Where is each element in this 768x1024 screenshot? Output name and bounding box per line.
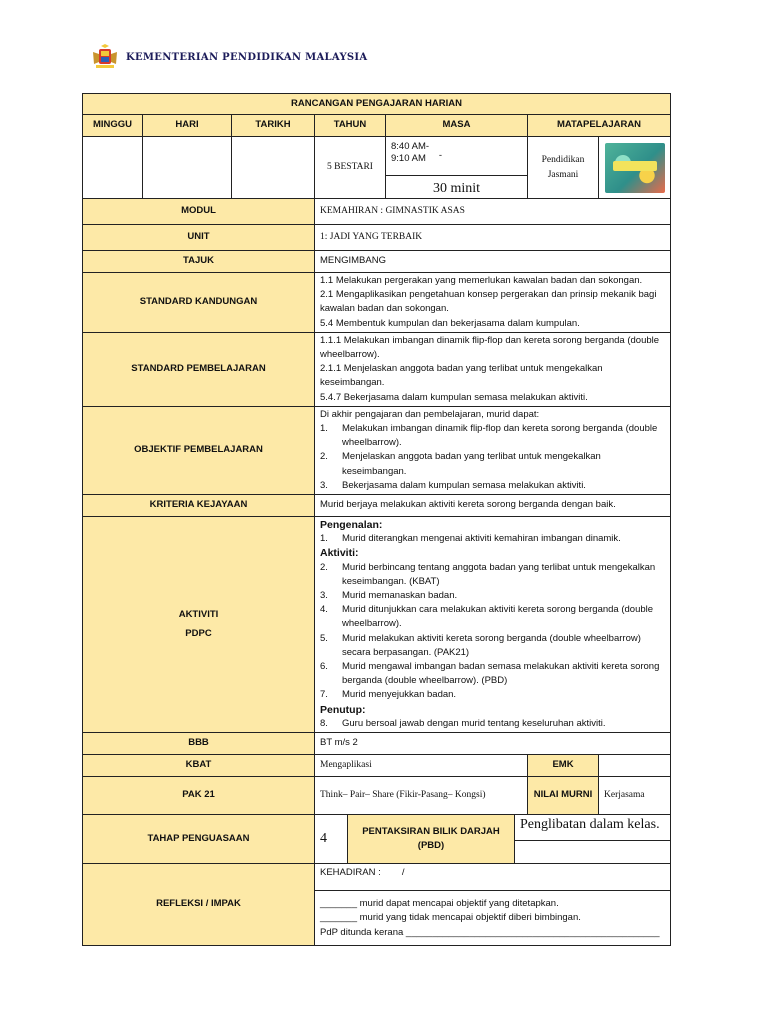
kbat-label: KBAT bbox=[83, 755, 315, 777]
tahun-value: 5 BESTARI bbox=[315, 137, 386, 199]
aktiviti-title: Aktiviti: bbox=[320, 547, 359, 560]
aktiviti-item: 7. Murid menyejukkan badan. bbox=[320, 689, 457, 701]
objektif-label: OBJEKTIF PEMBELAJARAN bbox=[83, 406, 315, 494]
standard-pembelajaran-label: STANDARD PEMBELAJARAN bbox=[83, 332, 315, 406]
kehadiran-line: KEHADIRAN : / bbox=[315, 864, 670, 891]
aktiviti-item: 4. Murid ditunjukkan cara melakukan aktiviti kereta sorong berganda (double wheelbarrow). bbox=[320, 604, 654, 630]
bbb-label: BBB bbox=[83, 733, 315, 755]
col-tarikh: TARIKH bbox=[232, 115, 315, 137]
aktiviti-item: 8. Guru bersoal jawab dengan murid tentang keseluruhan aktiviti. bbox=[320, 717, 606, 729]
sp-line: 5.4.7 Bekerjasama dalam kumpulan semasa melakukan aktiviti. bbox=[320, 391, 588, 403]
hari-value bbox=[143, 137, 232, 199]
subject-value: Pendidikan Jasmani bbox=[528, 137, 599, 199]
pengenalan-title: Pengenalan: bbox=[320, 519, 383, 532]
rph-table bbox=[82, 93, 671, 946]
pak21-value: Think– Pair– Share (Fikir-Pasang– Kongsi) bbox=[315, 777, 528, 815]
aktiviti-item: 3. Murid memanaskan badan. bbox=[320, 590, 458, 602]
aktiviti-item: 5. Murid melakukan aktiviti kereta sorong berganda (double wheelbarrow) secara berpasangan. (PAK21) bbox=[320, 632, 641, 658]
objektif-item: 2. Menjelaskan anggota badan yang terlibat untuk mengekalkan keseimbangan. bbox=[320, 451, 601, 477]
nilai-murni-label: NILAI MURNI bbox=[528, 777, 599, 815]
refleksi-label: REFLEKSI / IMPAK bbox=[83, 864, 315, 946]
sk-line: 5.4 Membentuk kumpulan dan bekerjasama dalam kumpulan. bbox=[320, 317, 580, 329]
aktiviti-item: 6. Murid mengawal imbangan badan semasa melakukan aktiviti kereta sorong berganda (double wheelbarrow). (PBD) bbox=[320, 661, 660, 687]
page-header bbox=[90, 43, 367, 71]
kriteria-value: Murid berjaya melakukan aktiviti kereta sorong berganda dengan baik. bbox=[315, 495, 671, 517]
tajuk-label: TAJUK bbox=[83, 251, 315, 273]
aktiviti-item: 1. Murid diterangkan mengenai aktiviti kemahiran imbangan dinamik. bbox=[320, 533, 621, 545]
penutup-title: Penutup: bbox=[320, 703, 366, 716]
emk-label: EMK bbox=[528, 755, 599, 777]
modul-label: MODUL bbox=[83, 199, 315, 225]
refleksi-line: PdP ditunda kerana ________________________________________________ bbox=[320, 926, 660, 938]
sp-line: 1.1.1 Melakukan imbangan dinamik flip-flop dan kereta sorong berganda (double wheelbarrow). bbox=[320, 334, 660, 361]
emk-value bbox=[599, 755, 671, 777]
tahap-label: TAHAP PENGUASAAN bbox=[83, 815, 315, 864]
nilai-murni-value: Kerjasama bbox=[599, 777, 671, 815]
kbat-value: Mengaplikasi bbox=[315, 755, 528, 777]
bbb-value: BT m/s 2 bbox=[315, 733, 671, 755]
aktiviti-item: 2. Murid berbincang tentang anggota badan yang terlibat untuk mengekalkan keseimbangan. (KBAT) bbox=[320, 561, 656, 587]
refleksi-value bbox=[315, 864, 671, 946]
masa-end: 9:10 AM bbox=[391, 153, 426, 164]
pbd-value: Penglibatan dalam kelas. bbox=[515, 815, 670, 841]
pbd-value-2 bbox=[515, 841, 670, 866]
objektif-item: 3. Bekerjasama dalam kumpulan semasa melakukan aktiviti. bbox=[320, 479, 586, 491]
standard-kandungan-label: STANDARD KANDUNGAN bbox=[83, 273, 315, 333]
standard-kandungan-value bbox=[315, 273, 671, 333]
sk-line: 2.1 Mengaplikasikan pengetahuan konsep pergerakan dan prinsip mekanik bagi kawalan badan dan sokongan. bbox=[320, 289, 657, 315]
sk-line: 1.1 Melakukan pergerakan yang memerlukan kawalan badan dan sokongan. bbox=[320, 275, 643, 286]
unit-label: UNIT bbox=[83, 225, 315, 251]
pbd-label: PENTAKSIRAN BILIK DARJAH (PBD) bbox=[348, 815, 515, 863]
unit-value: 1: JADI YANG TERBAIK bbox=[315, 225, 671, 251]
tarikh-value bbox=[232, 137, 315, 199]
masa-dash: - bbox=[438, 150, 442, 161]
aktiviti-label: AKTIVITI PDPC bbox=[83, 517, 315, 733]
masa-cell bbox=[386, 137, 528, 199]
duration-value: 30 minit bbox=[432, 181, 481, 196]
col-matapelajaran: MATAPELAJARAN bbox=[528, 115, 671, 137]
modul-value: KEMAHIRAN : GIMNASTIK ASAS bbox=[315, 199, 671, 225]
subject-thumbnail bbox=[599, 137, 671, 199]
objektif-item: 1. Melakukan imbangan dinamik flip-flop dan kereta sorong berganda (double wheelbarrow). bbox=[320, 423, 658, 449]
tahap-value: 4 bbox=[315, 815, 348, 863]
pendidikan-jasmani-cover-icon bbox=[605, 143, 665, 193]
doc-title: RANCANGAN PENGAJARAN HARIAN bbox=[83, 94, 671, 115]
masa-start: 8:40 AM- bbox=[391, 141, 430, 152]
col-tahun: TAHUN bbox=[315, 115, 386, 137]
jata-negara-crest-icon bbox=[90, 44, 120, 70]
objektif-intro: Di akhir pengajaran dan pembelajaran, murid dapat: bbox=[320, 408, 540, 420]
refleksi-line: _______ murid dapat mencapai objektif yang ditetapkan. bbox=[320, 898, 559, 910]
aktiviti-value bbox=[315, 517, 671, 733]
sp-line: 2.1.1 Menjelaskan anggota badan yang terlibat untuk mengekalkan keseimbangan. bbox=[320, 363, 603, 389]
refleksi-line: _______ murid yang tidak mencapai objektif diberi bimbingan. bbox=[320, 912, 581, 924]
col-minggu: MINGGU bbox=[83, 115, 143, 137]
minggu-value bbox=[83, 137, 143, 199]
tajuk-value: MENGIMBANG bbox=[315, 251, 671, 273]
kriteria-label: KRITERIA KEJAYAAN bbox=[83, 495, 315, 517]
tahap-pbd-cell bbox=[315, 815, 671, 864]
ministry-name: KEMENTERIAN PENDIDIKAN MALAYSIA bbox=[126, 51, 368, 63]
pak21-label: PAK 21 bbox=[83, 777, 315, 815]
col-masa: MASA bbox=[386, 115, 528, 137]
standard-pembelajaran-value bbox=[315, 332, 671, 406]
col-hari: HARI bbox=[143, 115, 232, 137]
objektif-value bbox=[315, 406, 671, 494]
